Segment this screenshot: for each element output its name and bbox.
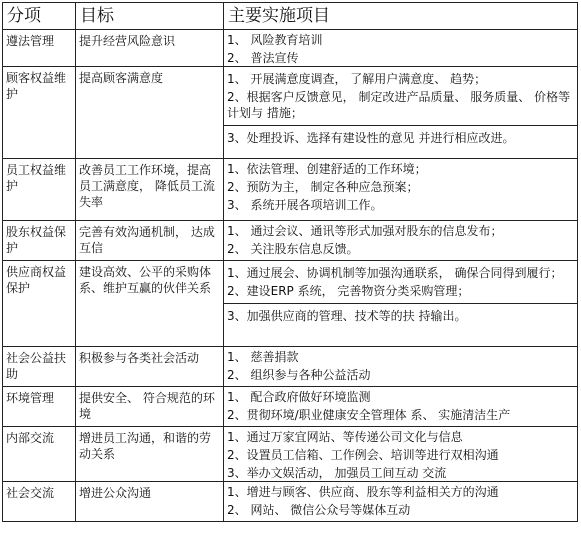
items-cell	[224, 67, 578, 159]
items-cell	[224, 427, 578, 482]
list-item: 1、 风险教育培训	[227, 33, 323, 47]
table-row	[3, 427, 578, 482]
table-row	[3, 30, 578, 67]
table-row	[3, 387, 578, 427]
goal-cell: 增进公众沟通	[76, 482, 224, 522]
list-item: 3、举办文娱活动， 加强员工间互动 交流	[227, 466, 447, 480]
list-item: 1、 开展满意度调查， 了解用户满意度、 趋势；	[227, 72, 487, 86]
category-cell: 股东权益保护	[3, 221, 76, 261]
header-goal: 目标	[76, 3, 224, 30]
list-item: 1、通过万家宜网站、等传递公司文化与信息	[227, 430, 463, 444]
category-cell: 社会交流	[3, 482, 76, 522]
items-cell	[224, 482, 578, 522]
table-row	[3, 261, 578, 347]
category-cell: 社会公益扶助	[3, 347, 76, 387]
items-cell	[224, 261, 578, 347]
header-row	[3, 3, 578, 30]
category-cell: 员工权益维护	[3, 159, 76, 221]
list-item: 2、 组织参与各种公益活动	[227, 368, 371, 382]
list-item: 2、建设ERP 系统， 完善物资分类采购管理；	[227, 284, 470, 298]
category-cell: 环境管理	[3, 387, 76, 427]
list-item: 2、 网站、 微信公众号等媒体互动	[227, 503, 411, 517]
category-cell: 顾客权益维护	[3, 67, 76, 159]
category-cell: 遵法管理	[3, 30, 76, 67]
goal-cell: 提升经营风险意识	[76, 30, 224, 67]
items-cell	[224, 30, 578, 67]
goal-cell: 积极参与各类社会活动	[76, 347, 224, 387]
category-cell: 内部交流	[3, 427, 76, 482]
goal-cell: 改善员工工作环境，提高员工满意度， 降低员工流失率	[76, 159, 224, 221]
list-item: 2、贯彻环境/职业健康安全管理体 系、 实施清洁生产	[227, 408, 511, 422]
goal-cell: 增进员工沟通，和谐的劳动关系	[76, 427, 224, 482]
items-cell	[224, 347, 578, 387]
list-item: 1、 配合政府做好环境监测	[227, 390, 371, 404]
items-cell	[224, 221, 578, 261]
goal-cell: 完善有效沟通机制， 达成互信	[76, 221, 224, 261]
list-item: 1、 通过会议、通讯等形式加强对股东的信息发布；	[227, 224, 503, 238]
list-item: 3、 系统开展各项培训工作。	[227, 198, 383, 212]
category-cell: 供应商权益保护	[3, 261, 76, 347]
list-item: 2、设置员工信箱、工作例会、培训等进行双相沟通	[227, 448, 499, 462]
list-item: 1、依法管理、创建舒适的工作环境；	[227, 162, 427, 176]
list-item: 2、 关注股东信息反馈。	[227, 242, 359, 256]
list-item: 1、 慈善捐款	[227, 350, 299, 364]
list-item: 3、处理投诉、选择有建设性的意见 并进行相应改进。	[227, 131, 515, 145]
table-row	[3, 482, 578, 522]
goal-cell: 提供安全、 符合规范的环境	[76, 387, 224, 427]
goal-cell: 建设高效、公平的采购体系、维护互赢的伙伴关系	[76, 261, 224, 347]
items-cell	[224, 387, 578, 427]
table-row	[3, 67, 578, 159]
table-row	[3, 347, 578, 387]
table-row	[3, 159, 578, 221]
table-row	[3, 221, 578, 261]
list-item: 3、加强供应商的管理、技术等的扶 持输出。	[227, 309, 467, 323]
list-item: 1、增进与顾客、供应商、股东等利益相关方的沟通	[227, 485, 499, 499]
header-items: 主要实施项目	[224, 3, 578, 30]
goal-cell: 提高顾客满意度	[76, 67, 224, 159]
list-item: 2、根据客户反馈意见， 制定改进产品质量、 服务质量、 价格等计划与 措施；	[227, 90, 571, 120]
list-item: 2、 普法宣传	[227, 51, 299, 65]
list-item: 1、通过展会、协调机制等加强沟通联系， 确保合同得到履行；	[227, 266, 563, 280]
implementation-table	[2, 2, 578, 522]
items-cell	[224, 159, 578, 221]
header-category: 分项	[3, 3, 76, 30]
list-item: 2、预防为主， 制定各种应急预案；	[227, 180, 419, 194]
